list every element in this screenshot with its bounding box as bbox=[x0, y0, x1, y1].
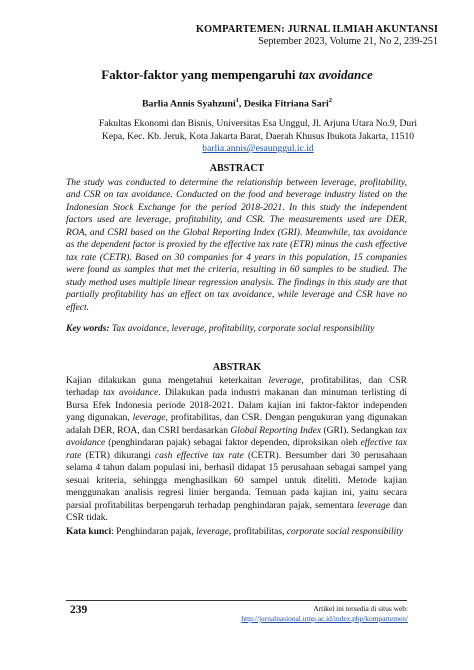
abstrak-text: Kajian dilakukan guna mengetahui keterkaitan bbox=[66, 375, 269, 386]
abstract-heading: ABSTRACT bbox=[209, 163, 265, 174]
title-italic: tax avoidance bbox=[298, 67, 373, 82]
keywords-list: Tax avoidance, leverage, profitability, corporate social responsibility bbox=[109, 324, 375, 334]
kata-kunci-term: corporate social responsibility bbox=[286, 527, 404, 537]
abstrak-text: (CETR). Bersumber dari 30 perusahaan selama 4 tahun dalam populasi ini, berhasil didapat 15 perusahaan sebagai sampel yang sesuai kriteria, sehingga menghasilkan 60 sampel untuk diteliti. Metode kajian menggunakan analisis regresi linier berganda. Temuan pada kajian ini, yaitu secara parsial profitabilitas berpengaruh terhadap penghindaran pajak, sementara bbox=[66, 449, 408, 511]
affiliation bbox=[88, 118, 428, 156]
title-main: Faktor-faktor yang mempengaruhi bbox=[101, 67, 299, 82]
abstrak-term: leverage bbox=[268, 375, 302, 386]
author-2-affil-mark: 2 bbox=[328, 97, 332, 104]
abstrak-term: tax avoidance bbox=[103, 387, 159, 399]
journal-url-link[interactable]: http://jurnalnasional.ump.ac.id/index.php/kompartemen/ bbox=[241, 613, 408, 623]
abstract-body: The study was conducted to determine the relationship between leverage, profitability, and CSR on tax avoidance. Conducted on the food and beverage industry listed on the Indonesian Stock Exchange for the period 2018-2021. In this study the independent factors used are leverage, profitability, and CSR. The measurements used are DER, ROA, and CSRI based on the Global Reporting Index (GRI). Meanwhile, tax avoidance as the dependent factor is proxied by the effective tax rate (ETR) minus the cash effective tax rate (CETR). Based on 30 companies for 4 years in this population, 15 companies were found as samples that met the criteria, resulting in 60 samples to be studied. The study method uses multiple linear regression analysis. The findings in this study are that partially profitability has an effect on tax avoidance, while leverage and CSR have no effect. bbox=[66, 177, 407, 313]
abstrak-text: dan CSR tidak. bbox=[66, 499, 407, 523]
article-title bbox=[0, 67, 474, 83]
abstrak-text: , profitabilitas, dan CSR terhadap bbox=[66, 375, 408, 399]
abstrak-term: leverage bbox=[357, 499, 390, 511]
kata-kunci-term: leverage bbox=[196, 527, 229, 537]
abstrak-text: (penghindaran pajak) sebagai faktor dependen, diproksikan oleh bbox=[105, 437, 361, 449]
footer-availability bbox=[241, 604, 408, 623]
kata-kunci-text: , profitabilitas, bbox=[228, 527, 287, 537]
abstrak-heading: ABSTRAK bbox=[212, 362, 262, 373]
footer-divider bbox=[66, 600, 407, 601]
kata-kunci-label: Kata kunci bbox=[66, 527, 112, 537]
abstrak-term: effective tax rate bbox=[66, 437, 407, 461]
abstrak-term: Global Reporting Index bbox=[230, 424, 322, 436]
abstrak-term: cash effective tax rate bbox=[154, 449, 244, 461]
keywords-label: Key words: bbox=[66, 324, 110, 334]
abstrak-term: leverage bbox=[132, 412, 166, 424]
indonesian-keywords bbox=[66, 527, 407, 537]
kata-kunci-text: : Penghindaran pajak, bbox=[111, 527, 197, 537]
footer-note: Artikel ini tersedia di situs web: bbox=[313, 604, 408, 613]
author-email-link[interactable]: barlia.annis@esaunggul.ic.id bbox=[202, 143, 314, 155]
abstrak-body bbox=[66, 375, 407, 524]
abstrak-text: (ETR) dikurangi bbox=[81, 449, 155, 461]
author-list bbox=[0, 97, 474, 109]
page-number: 239 bbox=[70, 604, 88, 616]
affiliation-address: Fakultas Ekonomi dan Bisnis, Universitas Esa Unggul, Jl. Arjuna Utara No.9, Duri Kepa, Kec. Kb. Jeruk, Kota Jakarta Barat, Daerah Khusus Ibukota Jakarta, 11510 bbox=[98, 118, 418, 142]
journal-issue: September 2023, Volume 21, No 2, 239-251 bbox=[258, 36, 438, 47]
author-1-affil-mark: 1 bbox=[235, 97, 239, 104]
author-2: , Desika Fitriana Sari bbox=[238, 98, 329, 110]
abstrak-text: (GRI). Sedangkan bbox=[321, 424, 396, 436]
abstrak-term: tax avoidance bbox=[66, 424, 407, 449]
journal-header bbox=[196, 24, 438, 47]
english-keywords bbox=[66, 324, 407, 334]
abstrak-text: . Dilakukan pada industri makanan dan minuman terlisting di Bursa Efek Indonesia periode 2018-2021. Dalam kajian ini faktor-faktor independen yang digunakan, bbox=[66, 387, 407, 424]
author-1: Barlia Annis Syahzuni bbox=[142, 98, 236, 110]
abstrak-text: , profitabilitas, dan CSR. Dengan pengukuran yang digunakan adalah DER, ROA, dan CSRI berdasarkan bbox=[66, 412, 407, 436]
journal-name: KOMPARTEMEN: JURNAL ILMIAH AKUNTANSI bbox=[195, 24, 438, 35]
